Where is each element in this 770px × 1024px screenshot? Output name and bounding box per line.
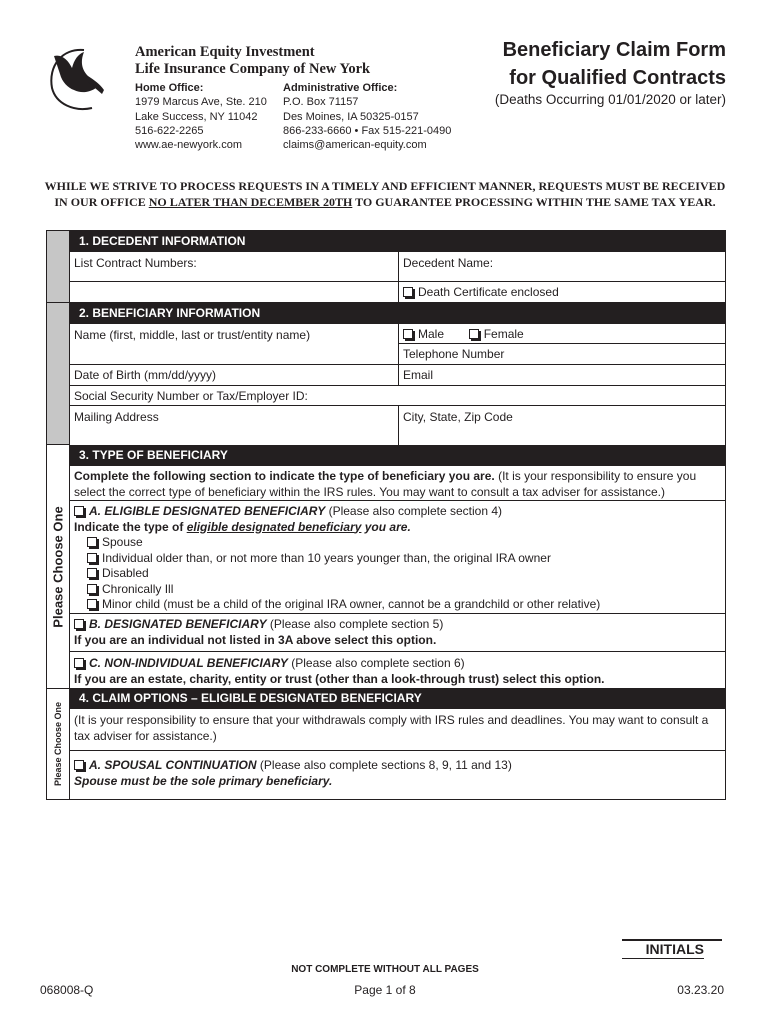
form-title-line1: Beneficiary Claim Form [502, 39, 726, 61]
section-1-header: 1. DECEDENT INFORMATION [70, 231, 725, 252]
side-grey-1 [47, 231, 69, 303]
home-office-address1: 1979 Marcus Ave, Ste. 210 [135, 96, 267, 109]
decedent-name-label: Decedent Name: [403, 256, 494, 270]
section-2-header: 2. BENEFICIARY INFORMATION [70, 303, 725, 324]
contract-numbers-field[interactable] [70, 252, 398, 281]
disabled-checkbox-icon[interactable] [87, 568, 97, 578]
decedent-name-field[interactable] [398, 252, 725, 281]
row-name [70, 324, 725, 344]
option-c-non-individual [70, 652, 725, 688]
option-a-label: A. ELIGIBLE DESIGNATED BENEFICIARY [89, 504, 326, 518]
option-a-indicate: Indicate the type of eligible designated beneficiary you are. [74, 519, 411, 534]
ssn-field[interactable] [70, 386, 725, 405]
option-a-line[interactable] [74, 504, 721, 520]
home-office-web: www.ae-newyork.com [135, 139, 242, 152]
home-office [135, 81, 267, 152]
side-column [47, 231, 70, 799]
initials-field[interactable]: INITIALS [622, 941, 704, 959]
row-telephone [70, 344, 725, 365]
section-3-intro-rest: (It is your responsibility to ensure you select the correct type of beneficiary within the IRS rules. You may want to consult a tax adviser for assistance.) [74, 469, 697, 499]
option-a-checkbox-icon[interactable] [74, 506, 84, 516]
option-b-label: B. DESIGNATED BENEFICIARY [89, 617, 267, 631]
city-state-zip-label: City, State, Zip Code [403, 410, 513, 424]
section-3-header: 3. TYPE OF BENEFICIARY [70, 445, 725, 466]
city-state-zip-field[interactable] [398, 406, 725, 445]
row-address [70, 406, 725, 445]
option-b-line[interactable] [74, 617, 721, 633]
eligible-designated-beneficiary-link[interactable]: eligible designated beneficiary [186, 519, 362, 534]
home-office-label: Home Office: [135, 82, 204, 94]
female-label: Female [483, 327, 524, 341]
death-certificate-option[interactable] [398, 282, 725, 302]
notice-part2: TO GUARANTEE PROCESSING WITHIN THE SAME TAX YEAR. [352, 195, 716, 209]
company-name [135, 44, 370, 78]
death-certificate-label: Death Certificate enclosed [418, 285, 559, 299]
option-c-label: C. NON-INDIVIDUAL BENEFICIARY [89, 656, 288, 670]
dob-label: Date of Birth (mm/dd/yyyy) [74, 368, 217, 382]
eagle-logo-icon [44, 44, 108, 112]
admin-office-label: Administrative Office: [283, 82, 398, 94]
option-a-individual-older[interactable]: Individual older than, or not more than 10 years younger than, the original IRA owner [74, 551, 721, 567]
male-label: Male [418, 327, 445, 341]
home-office-phone: 516-622-2265 [135, 124, 204, 137]
male-checkbox-icon[interactable] [403, 329, 413, 339]
section-3-intro [70, 466, 725, 501]
individual-older-checkbox-icon[interactable] [87, 553, 97, 563]
form-subtitle: (Deaths Occurring 01/01/2020 or later) [494, 92, 726, 107]
option-b-designated [70, 614, 725, 652]
option-4a-note: (Please also complete sections 8, 9, 11 and 13) [256, 758, 512, 772]
checkbox-icon[interactable] [403, 287, 413, 297]
option-a-note: (Please also complete section 4) [325, 504, 503, 518]
section-3-intro-bold: Complete the following section to indicate the type of beneficiary you are. [74, 469, 495, 483]
page-number: Page 1 of 8 [354, 983, 416, 997]
claim-form [46, 230, 726, 800]
gender-options [398, 324, 725, 344]
admin-office-address2: Des Moines, IA 50325-0157 [283, 110, 419, 123]
admin-office [283, 81, 451, 152]
admin-office-email: claims@american-equity.com [283, 139, 427, 152]
option-a-eligible [70, 501, 725, 614]
option-a-chronically-ill[interactable]: Chronically Ill [74, 582, 721, 598]
option-a-disabled[interactable]: Disabled [74, 566, 721, 582]
option-b-checkbox-icon[interactable] [74, 619, 84, 629]
telephone-label: Telephone Number [403, 347, 505, 361]
form-title-line2: for Qualified Contracts [509, 67, 726, 89]
option-c-desc: If you are an estate, charity, entity or trust (other than a look-through trust) select this option. [74, 671, 605, 686]
contract-numbers-label: List Contract Numbers: [74, 256, 197, 270]
notice-deadline: NO LATER THAN DECEMBER 20TH [148, 195, 353, 209]
option-c-line[interactable] [74, 656, 721, 672]
form-title [503, 36, 726, 92]
email-label: Email [403, 368, 434, 382]
processing-notice [40, 178, 730, 210]
ssn-label: Social Security Number or Tax/Employer ID: [74, 389, 308, 403]
notice-part1: WHILE WE STRIVE TO PROCESS REQUESTS IN A TIMELY AND EFFICIENT MANNER, REQUESTS MUST BE RECEIVED IN OUR OFFICE [44, 179, 726, 209]
option-a-spouse[interactable]: Spouse [74, 535, 721, 551]
option-4a-desc: Spouse must be the sole primary beneficiary. [74, 773, 333, 788]
telephone-field[interactable] [398, 344, 725, 364]
row-death-certificate [70, 282, 725, 303]
minor-child-checkbox-icon[interactable] [87, 599, 97, 609]
female-checkbox-icon[interactable] [469, 329, 479, 339]
not-complete-note: NOT COMPLETE WITHOUT ALL PAGES [291, 964, 479, 975]
option-b-note: (Please also complete section 5) [266, 617, 444, 631]
row-contract-decedent [70, 252, 725, 282]
spouse-checkbox-icon[interactable] [87, 537, 97, 547]
option-b-desc: If you are an individual not listed in 3A above select this option. [74, 632, 437, 647]
form-main [70, 231, 725, 799]
home-office-address2: Lake Success, NY 11042 [135, 110, 258, 123]
side-grey-2 [47, 303, 69, 445]
side-choose-one-large: Please Choose One [50, 505, 66, 628]
admin-office-address1: P.O. Box 71157 [283, 96, 359, 109]
row-dob-email [70, 365, 725, 386]
mailing-address-field[interactable] [70, 406, 398, 445]
beneficiary-name-label: Name (first, middle, last or trust/entity name) [74, 328, 311, 342]
dob-field[interactable] [70, 365, 398, 385]
email-field[interactable] [398, 365, 725, 385]
side-choose-one-small: Please Choose One [53, 701, 63, 787]
company-name-line1: American Equity Investment [135, 44, 315, 60]
company-name-line2: Life Insurance Company of New York [135, 61, 371, 77]
revision-date: 03.23.20 [677, 983, 724, 997]
option-4a-line[interactable] [74, 758, 721, 774]
admin-office-phone: 866-233-6660 • Fax 515-221-0490 [283, 124, 452, 137]
mailing-address-label: Mailing Address [74, 410, 159, 424]
form-number: 068008-Q [40, 983, 94, 997]
option-a-minor-child[interactable]: Minor child (must be a child of the original IRA owner, cannot be a grandchild or other relative) [74, 597, 721, 613]
option-4a-checkbox-icon[interactable] [74, 760, 84, 770]
chronically-ill-checkbox-icon[interactable] [87, 584, 97, 594]
option-c-note: (Please also complete section 6) [287, 656, 465, 670]
section-4-header: 4. CLAIM OPTIONS – ELIGIBLE DESIGNATED BENEFICIARY [70, 688, 725, 709]
section-4-intro: (It is your responsibility to ensure that your withdrawals comply with IRS rules and deadlines. You may want to consult a tax adviser for assistance.) [70, 709, 725, 751]
option-c-checkbox-icon[interactable] [74, 658, 84, 668]
option-4a-spousal [70, 751, 725, 799]
option-4a-label: A. SPOUSAL CONTINUATION [89, 758, 257, 772]
row-ssn [70, 386, 725, 406]
